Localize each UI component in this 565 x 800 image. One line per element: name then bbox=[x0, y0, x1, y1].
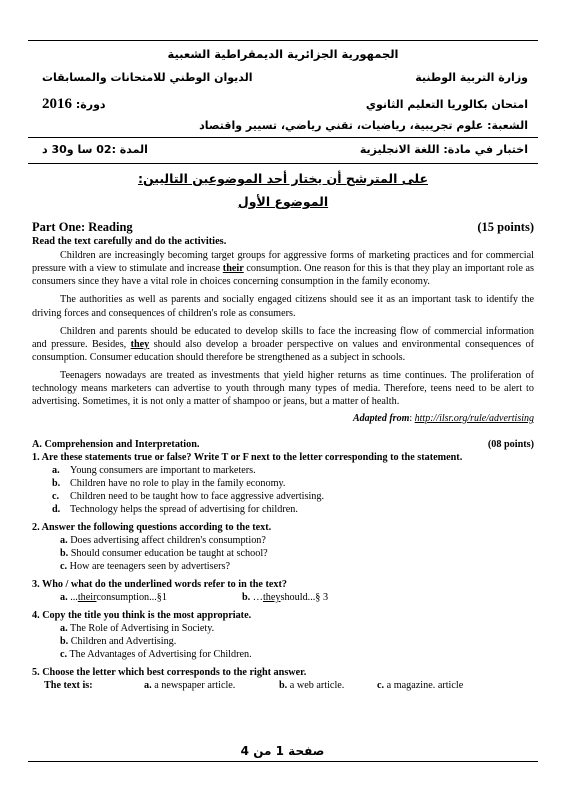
q1-item-a: a. Young consumers are important to marketers. bbox=[52, 464, 256, 476]
q5-choice-b: b. a web article. bbox=[279, 680, 345, 692]
question-3: 3. Who / what do the underlined words refer to in the text? bbox=[32, 579, 287, 591]
divider-bottom bbox=[28, 163, 538, 164]
section-a-title: A. Comprehension and Interpretation. bbox=[32, 438, 200, 450]
question-5: 5. Choose the letter which best corresponds to the right answer. bbox=[32, 667, 307, 679]
choose-topic-instruction: على المترشح أن يختار أحد الموضوعين التاليين: bbox=[137, 171, 429, 186]
paragraph-1-text-a: Children are increasingly becoming target groups for aggressive forms of marketing practices and for commercial pressure with a view to stimulate and increase bbox=[32, 250, 534, 275]
source-label: Adapted from bbox=[352, 412, 410, 424]
part-title: Part One: Reading bbox=[32, 220, 133, 234]
divider-top bbox=[28, 137, 538, 138]
paragraph-3-text-b: should also develop a broader perspective on values and environmental consequences of consumption. Consumer education should therefore be strengthened as a subject in schools. bbox=[32, 338, 534, 363]
q3-words bbox=[32, 591, 534, 604]
paragraph-1 bbox=[32, 249, 534, 288]
q2-item-a: a. Does advertising affect children's consumption? bbox=[60, 534, 266, 546]
q5-label: The text is: bbox=[44, 680, 93, 692]
question-2: 2. Answer the following questions according to the text. bbox=[32, 521, 272, 533]
q5-choice-c: c. a magazine. article bbox=[377, 680, 464, 692]
underlined-word-their: their bbox=[222, 263, 244, 275]
q1-item-d: d. Technology helps the spread of advertising for children. bbox=[52, 503, 298, 515]
header-row-2 bbox=[28, 95, 538, 114]
exam-title: امتحان بكالوريا التعليم الثانوي bbox=[365, 98, 528, 111]
section-a-points: (08 points) bbox=[487, 438, 534, 450]
subject: اختبار في مادة: اللغة الانجليزية bbox=[359, 143, 528, 156]
source-link[interactable]: http://ilsr.org/rule/advertising bbox=[414, 412, 534, 424]
underlined-word-they: they bbox=[130, 338, 150, 350]
section-a-heading bbox=[32, 438, 534, 451]
exam-office: الديوان الوطني للامتحانات والمسابقات bbox=[42, 71, 253, 84]
q5-choice-a: a. a newspaper article. bbox=[144, 680, 236, 692]
q1-item-b: b. Children have no role to play in the family economy. bbox=[52, 477, 286, 489]
topic-title: الموضوع الأول bbox=[237, 194, 329, 209]
header-row-1 bbox=[28, 71, 538, 85]
session bbox=[42, 95, 106, 114]
q2-item-b: b. Should consumer education be taught at school? bbox=[60, 548, 268, 559]
main-content bbox=[32, 219, 534, 692]
paragraph-3-text-a: Children and parents should be educated to develop skills to face the increasing flow of commercial information and pressure. Besides, bbox=[32, 325, 534, 350]
paragraph-4: Teenagers nowadays are treated as investments that yield higher returns as time continues. The proliferation of technology means marketers can advertise to youth through many types of media. Therefore, teens need to be alert to advertising. Sometimes, it is not only a matter of shampoo or jeans, but a matter of health. bbox=[32, 369, 534, 407]
session-label: دورة: bbox=[75, 98, 106, 111]
duration: المدة :02 سا و30 د bbox=[42, 143, 148, 156]
q1-item-c: c. Children need to be taught how to face aggressive advertising. bbox=[52, 490, 325, 502]
q3-word-b: b. …theyshould...§ 3 bbox=[242, 592, 329, 604]
question-4: 4. Copy the title you think is the most appropriate. bbox=[32, 610, 252, 622]
reading-instruction: Read the text carefully and do the activities. bbox=[32, 236, 227, 247]
part-points: (15 points) bbox=[477, 220, 534, 234]
q4-item-a: a. The Role of Advertising in Society. bbox=[60, 623, 215, 635]
paragraph-1-text-b: consumption. One reason for this is that they play an important role as consumers since they have a vital role in choices concerning consumption in the family economy. bbox=[32, 263, 534, 288]
q4-item-b: b. Children and Advertising. bbox=[60, 636, 177, 648]
q4-item-c: c. The Advantages of Advertising for Children. bbox=[60, 649, 252, 661]
ministry: وزارة التربية الوطنية bbox=[415, 71, 528, 84]
exam-page-frame bbox=[28, 40, 538, 762]
part-heading bbox=[32, 219, 534, 235]
paragraph-2: The authorities as well as parents and socially engaged citizens should see it as an important task to identify the driving forces and consequences of children's role as consumers. bbox=[32, 294, 534, 319]
header-row-4 bbox=[28, 143, 538, 157]
q5-choices bbox=[32, 679, 534, 692]
session-year: 2016 bbox=[42, 96, 72, 112]
republic-title: الجمهورية الجزائرية الديمقراطية الشعبية bbox=[167, 47, 399, 61]
question-1: 1. Are these statements true or false? Write T or F next to the letter corresponding to the statement. bbox=[32, 451, 463, 463]
source-line: Adapted from: http://ilsr.org/rule/advertising bbox=[352, 412, 534, 424]
page-number: صفحة 1 من 4 bbox=[240, 744, 325, 758]
q3-word-a: a. ...theirconsumption...§1 bbox=[60, 592, 167, 604]
q2-item-c: c. How are teenagers seen by advertisers? bbox=[60, 561, 231, 573]
header-row-3 bbox=[28, 119, 538, 133]
streams: الشعبة: علوم تجريبية، رياضيات، تقني رياضي، تسيير واقتصاد bbox=[199, 119, 528, 132]
paragraph-3 bbox=[32, 325, 534, 364]
